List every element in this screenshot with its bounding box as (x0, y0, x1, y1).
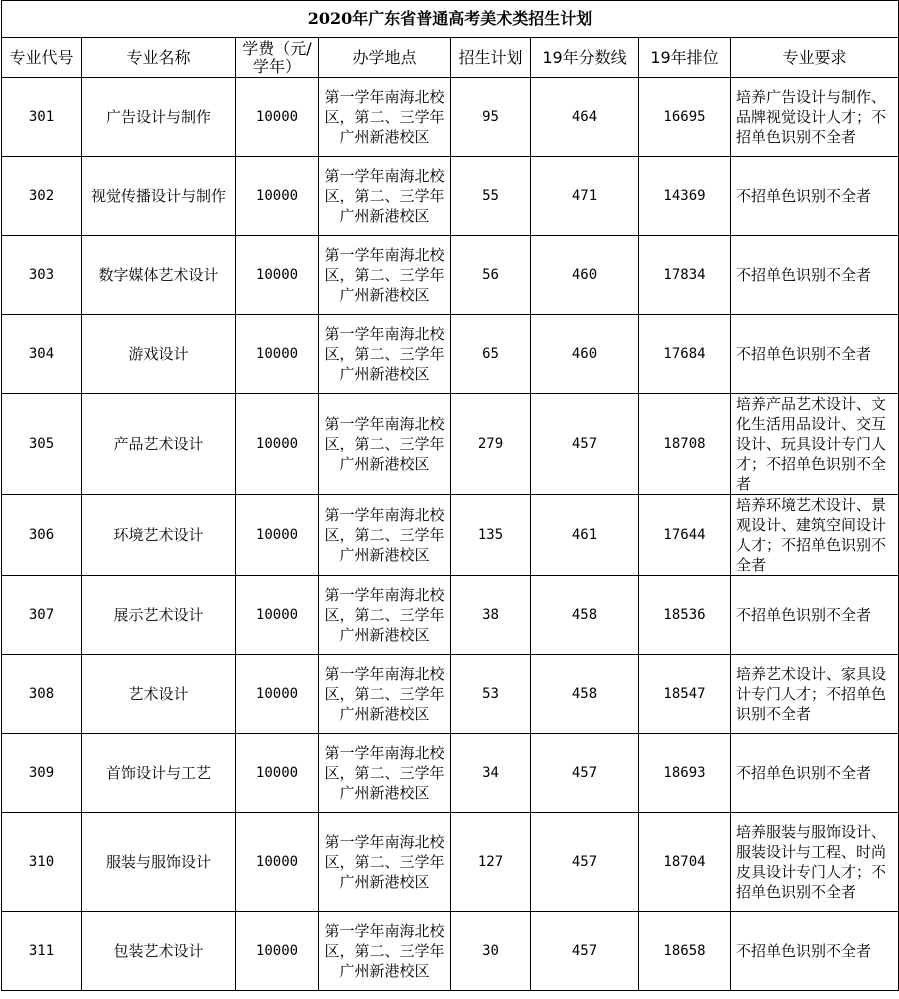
cell-score: 457 (531, 734, 639, 813)
cell-requirement: 不招单色识别不全者 (731, 157, 899, 236)
cell-name: 展示艺术设计 (82, 576, 236, 655)
cell-fee: 10000 (236, 78, 319, 157)
table-row (2, 394, 899, 495)
cell-code: 303 (2, 236, 82, 315)
header-fee: 学费（元/学年） (236, 38, 319, 78)
enrollment-plan-table (1, 0, 899, 991)
header-score: 19年分数线 (531, 38, 639, 78)
cell-fee: 10000 (236, 394, 319, 495)
cell-score: 464 (531, 78, 639, 157)
cell-code: 302 (2, 157, 82, 236)
cell-rank: 18708 (639, 394, 731, 495)
table-row (2, 157, 899, 236)
table-body (2, 78, 899, 991)
cell-code: 304 (2, 315, 82, 394)
cell-rank: 18704 (639, 813, 731, 912)
cell-code: 311 (2, 912, 82, 991)
cell-score: 461 (531, 495, 639, 576)
cell-plan: 55 (451, 157, 531, 236)
cell-plan: 95 (451, 78, 531, 157)
cell-fee: 10000 (236, 315, 319, 394)
cell-score: 457 (531, 394, 639, 495)
cell-fee: 10000 (236, 495, 319, 576)
cell-code: 309 (2, 734, 82, 813)
cell-location: 第一学年南海北校区，第二、三学年广州新港校区 (319, 912, 451, 991)
table-row (2, 655, 899, 734)
cell-fee: 10000 (236, 236, 319, 315)
table-row (2, 315, 899, 394)
cell-location: 第一学年南海北校区，第二、三学年广州新港校区 (319, 734, 451, 813)
cell-rank: 18536 (639, 576, 731, 655)
cell-code: 307 (2, 576, 82, 655)
header-requirement: 专业要求 (731, 38, 899, 78)
cell-requirement: 不招单色识别不全者 (731, 912, 899, 991)
cell-name: 广告设计与制作 (82, 78, 236, 157)
cell-location: 第一学年南海北校区，第二、三学年广州新港校区 (319, 495, 451, 576)
cell-fee: 10000 (236, 655, 319, 734)
header-name: 专业名称 (82, 38, 236, 78)
header-plan: 招生计划 (451, 38, 531, 78)
header-row (2, 38, 899, 78)
cell-location: 第一学年南海北校区，第二、三学年广州新港校区 (319, 315, 451, 394)
cell-rank: 18547 (639, 655, 731, 734)
cell-requirement: 培养广告设计与制作、品牌视觉设计人才；不招单色识别不全者 (731, 78, 899, 157)
cell-requirement: 培养服装与服饰设计、服装设计与工程、时尚皮具设计专门人才；不招单色识别不全者 (731, 813, 899, 912)
cell-requirement: 不招单色识别不全者 (731, 576, 899, 655)
cell-location: 第一学年南海北校区，第二、三学年广州新港校区 (319, 576, 451, 655)
cell-score: 457 (531, 813, 639, 912)
cell-plan: 38 (451, 576, 531, 655)
cell-name: 艺术设计 (82, 655, 236, 734)
cell-name: 服装与服饰设计 (82, 813, 236, 912)
cell-rank: 18693 (639, 734, 731, 813)
cell-requirement: 不招单色识别不全者 (731, 315, 899, 394)
table-row (2, 734, 899, 813)
table-row (2, 495, 899, 576)
cell-fee: 10000 (236, 912, 319, 991)
header-rank: 19年排位 (639, 38, 731, 78)
cell-plan: 279 (451, 394, 531, 495)
cell-location: 第一学年南海北校区，第二、三学年广州新港校区 (319, 157, 451, 236)
cell-location: 第一学年南海北校区，第二、三学年广州新港校区 (319, 813, 451, 912)
cell-code: 301 (2, 78, 82, 157)
cell-code: 306 (2, 495, 82, 576)
cell-fee: 10000 (236, 576, 319, 655)
cell-requirement: 不招单色识别不全者 (731, 734, 899, 813)
cell-score: 460 (531, 315, 639, 394)
cell-rank: 17644 (639, 495, 731, 576)
cell-name: 游戏设计 (82, 315, 236, 394)
table-row (2, 912, 899, 991)
cell-name: 包装艺术设计 (82, 912, 236, 991)
cell-rank: 17684 (639, 315, 731, 394)
cell-fee: 10000 (236, 157, 319, 236)
cell-location: 第一学年南海北校区，第二、三学年广州新港校区 (319, 655, 451, 734)
cell-code: 310 (2, 813, 82, 912)
cell-location: 第一学年南海北校区，第二、三学年广州新港校区 (319, 78, 451, 157)
cell-plan: 135 (451, 495, 531, 576)
cell-requirement: 培养产品艺术设计、文化生活用品设计、交互设计、玩具设计专门人才；不招单色识别不全者 (731, 394, 899, 495)
cell-rank: 16695 (639, 78, 731, 157)
cell-rank: 18658 (639, 912, 731, 991)
cell-requirement: 培养艺术设计、家具设计专门人才；不招单色识别不全者 (731, 655, 899, 734)
cell-name: 数字媒体艺术设计 (82, 236, 236, 315)
cell-score: 471 (531, 157, 639, 236)
table-row (2, 813, 899, 912)
cell-rank: 14369 (639, 157, 731, 236)
cell-plan: 30 (451, 912, 531, 991)
cell-fee: 10000 (236, 734, 319, 813)
header-code: 专业代号 (2, 38, 82, 78)
cell-code: 308 (2, 655, 82, 734)
cell-plan: 56 (451, 236, 531, 315)
cell-code: 305 (2, 394, 82, 495)
table-row (2, 576, 899, 655)
cell-name: 视觉传播设计与制作 (82, 157, 236, 236)
cell-fee: 10000 (236, 813, 319, 912)
cell-plan: 127 (451, 813, 531, 912)
table-title: 2020年广东省普通高考美术类招生计划 (2, 1, 899, 38)
cell-score: 458 (531, 655, 639, 734)
cell-name: 环境艺术设计 (82, 495, 236, 576)
cell-name: 产品艺术设计 (82, 394, 236, 495)
cell-plan: 53 (451, 655, 531, 734)
table-row (2, 236, 899, 315)
header-location: 办学地点 (319, 38, 451, 78)
cell-score: 457 (531, 912, 639, 991)
cell-location: 第一学年南海北校区，第二、三学年广州新港校区 (319, 236, 451, 315)
cell-plan: 34 (451, 734, 531, 813)
table-row (2, 78, 899, 157)
cell-requirement: 不招单色识别不全者 (731, 236, 899, 315)
cell-score: 460 (531, 236, 639, 315)
cell-score: 458 (531, 576, 639, 655)
cell-location: 第一学年南海北校区，第二、三学年广州新港校区 (319, 394, 451, 495)
cell-rank: 17834 (639, 236, 731, 315)
cell-name: 首饰设计与工艺 (82, 734, 236, 813)
cell-requirement: 培养环境艺术设计、景观设计、建筑空间设计人才；不招单色识别不全者 (731, 495, 899, 576)
cell-plan: 65 (451, 315, 531, 394)
